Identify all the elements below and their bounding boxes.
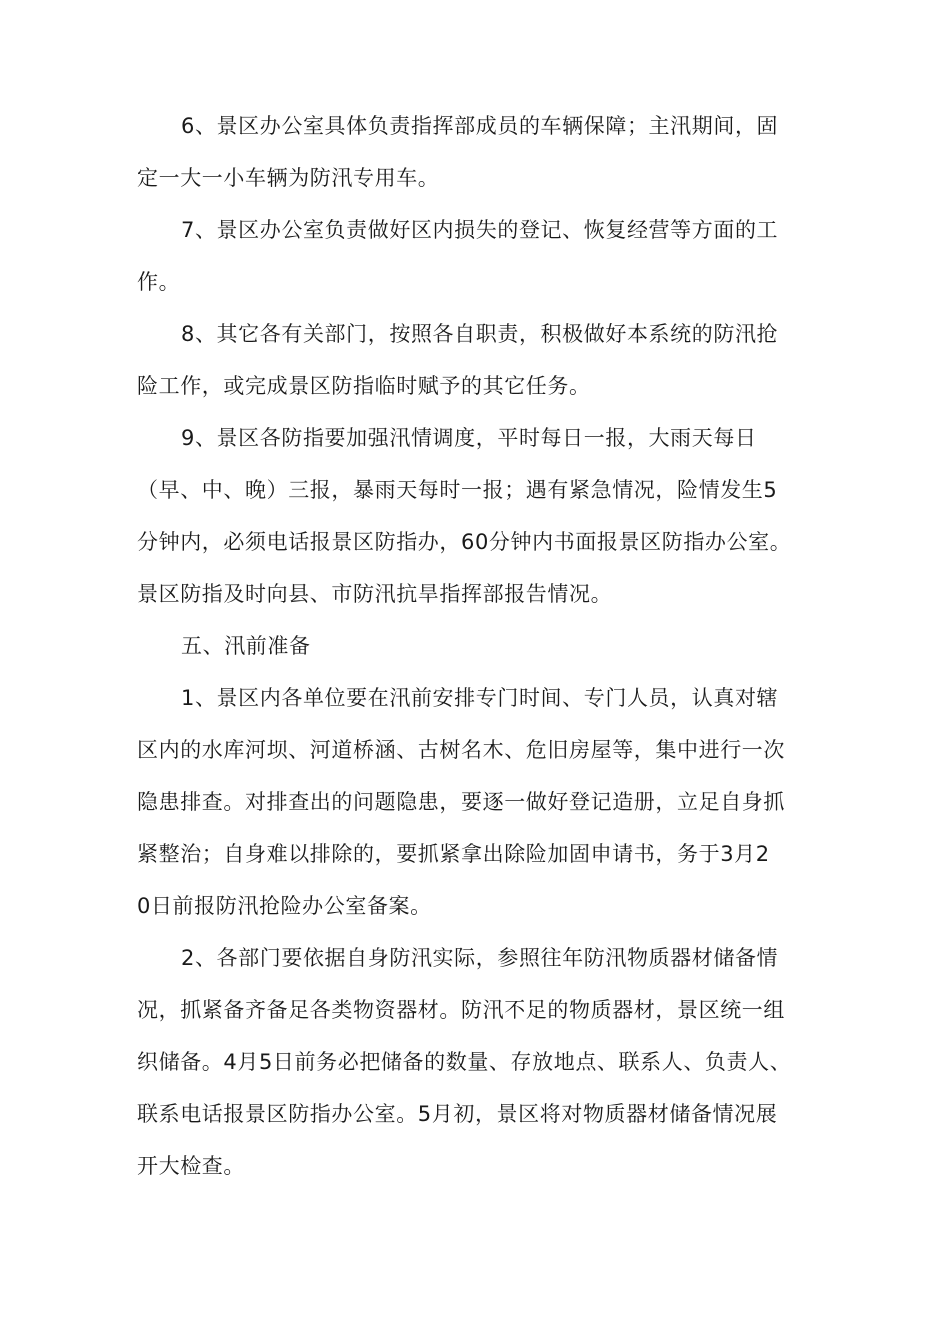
text-line: 9、景区各防指要加强汛情调度，平时每日一报，大雨天每日 (181, 426, 757, 450)
text-line: 紧整治；自身难以排除的，要抓紧拿出除险加固申请书，务于3月2 (137, 842, 770, 866)
text-line: 7、景区办公室负责做好区内损失的登记、恢复经营等方面的工 (181, 218, 779, 242)
section-title: 五、汛前准备 (181, 634, 311, 658)
text-line: 况，抓紧备齐备足各类物资器材。防汛不足的物质器材，景区统一组 (137, 998, 785, 1022)
text-line: 1、景区内各单位要在汛前安排专门时间、专门人员，认真对辖 (181, 686, 779, 710)
paragraph-prep-1 (137, 672, 807, 932)
document-body (137, 100, 807, 1192)
text-line: 织储备。4月5日前务必把储备的数量、存放地点、联系人、负责人、 (137, 1050, 792, 1074)
paragraph-item-8 (137, 308, 807, 412)
text-line: 区内的水库河坝、河道桥涵、古树名木、危旧房屋等，集中进行一次 (137, 738, 785, 762)
text-line: 6、景区办公室具体负责指挥部成员的车辆保障；主汛期间，固 (181, 114, 779, 138)
paragraph-item-9 (137, 412, 807, 620)
text-line: 8、其它各有关部门，按照各自职责，积极做好本系统的防汛抢 (181, 322, 779, 346)
text-line: 开大检查。 (137, 1154, 245, 1178)
text-line: （早、中、晚）三报，暴雨天每时一报；遇有紧急情况，险情发生5 (137, 478, 778, 502)
text-line: 景区防指及时向县、市防汛抗旱指挥部报告情况。 (137, 582, 613, 606)
text-line: 隐患排查。对排查出的问题隐患，要逐一做好登记造册，立足自身抓 (137, 790, 785, 814)
text-line: 作。 (137, 270, 181, 294)
text-line: 联系电话报景区防指办公室。5月初，景区将对物质器材储备情况展 (137, 1102, 778, 1126)
text-line: 分钟内，必须电话报景区防指办，60分钟内书面报景区防指办公室。 (137, 530, 792, 554)
text-line: 定一大一小车辆为防汛专用车。 (137, 166, 440, 190)
text-line: 0日前报防汛抢险办公室备案。 (137, 894, 432, 918)
paragraph-item-7 (137, 204, 807, 308)
paragraph-item-6 (137, 100, 807, 204)
text-line: 2、各部门要依据自身防汛实际，参照往年防汛物质器材储备情 (181, 946, 779, 970)
paragraph-prep-2 (137, 932, 807, 1192)
section-heading (137, 620, 807, 672)
text-line: 险工作，或完成景区防指临时赋予的其它任务。 (137, 374, 591, 398)
